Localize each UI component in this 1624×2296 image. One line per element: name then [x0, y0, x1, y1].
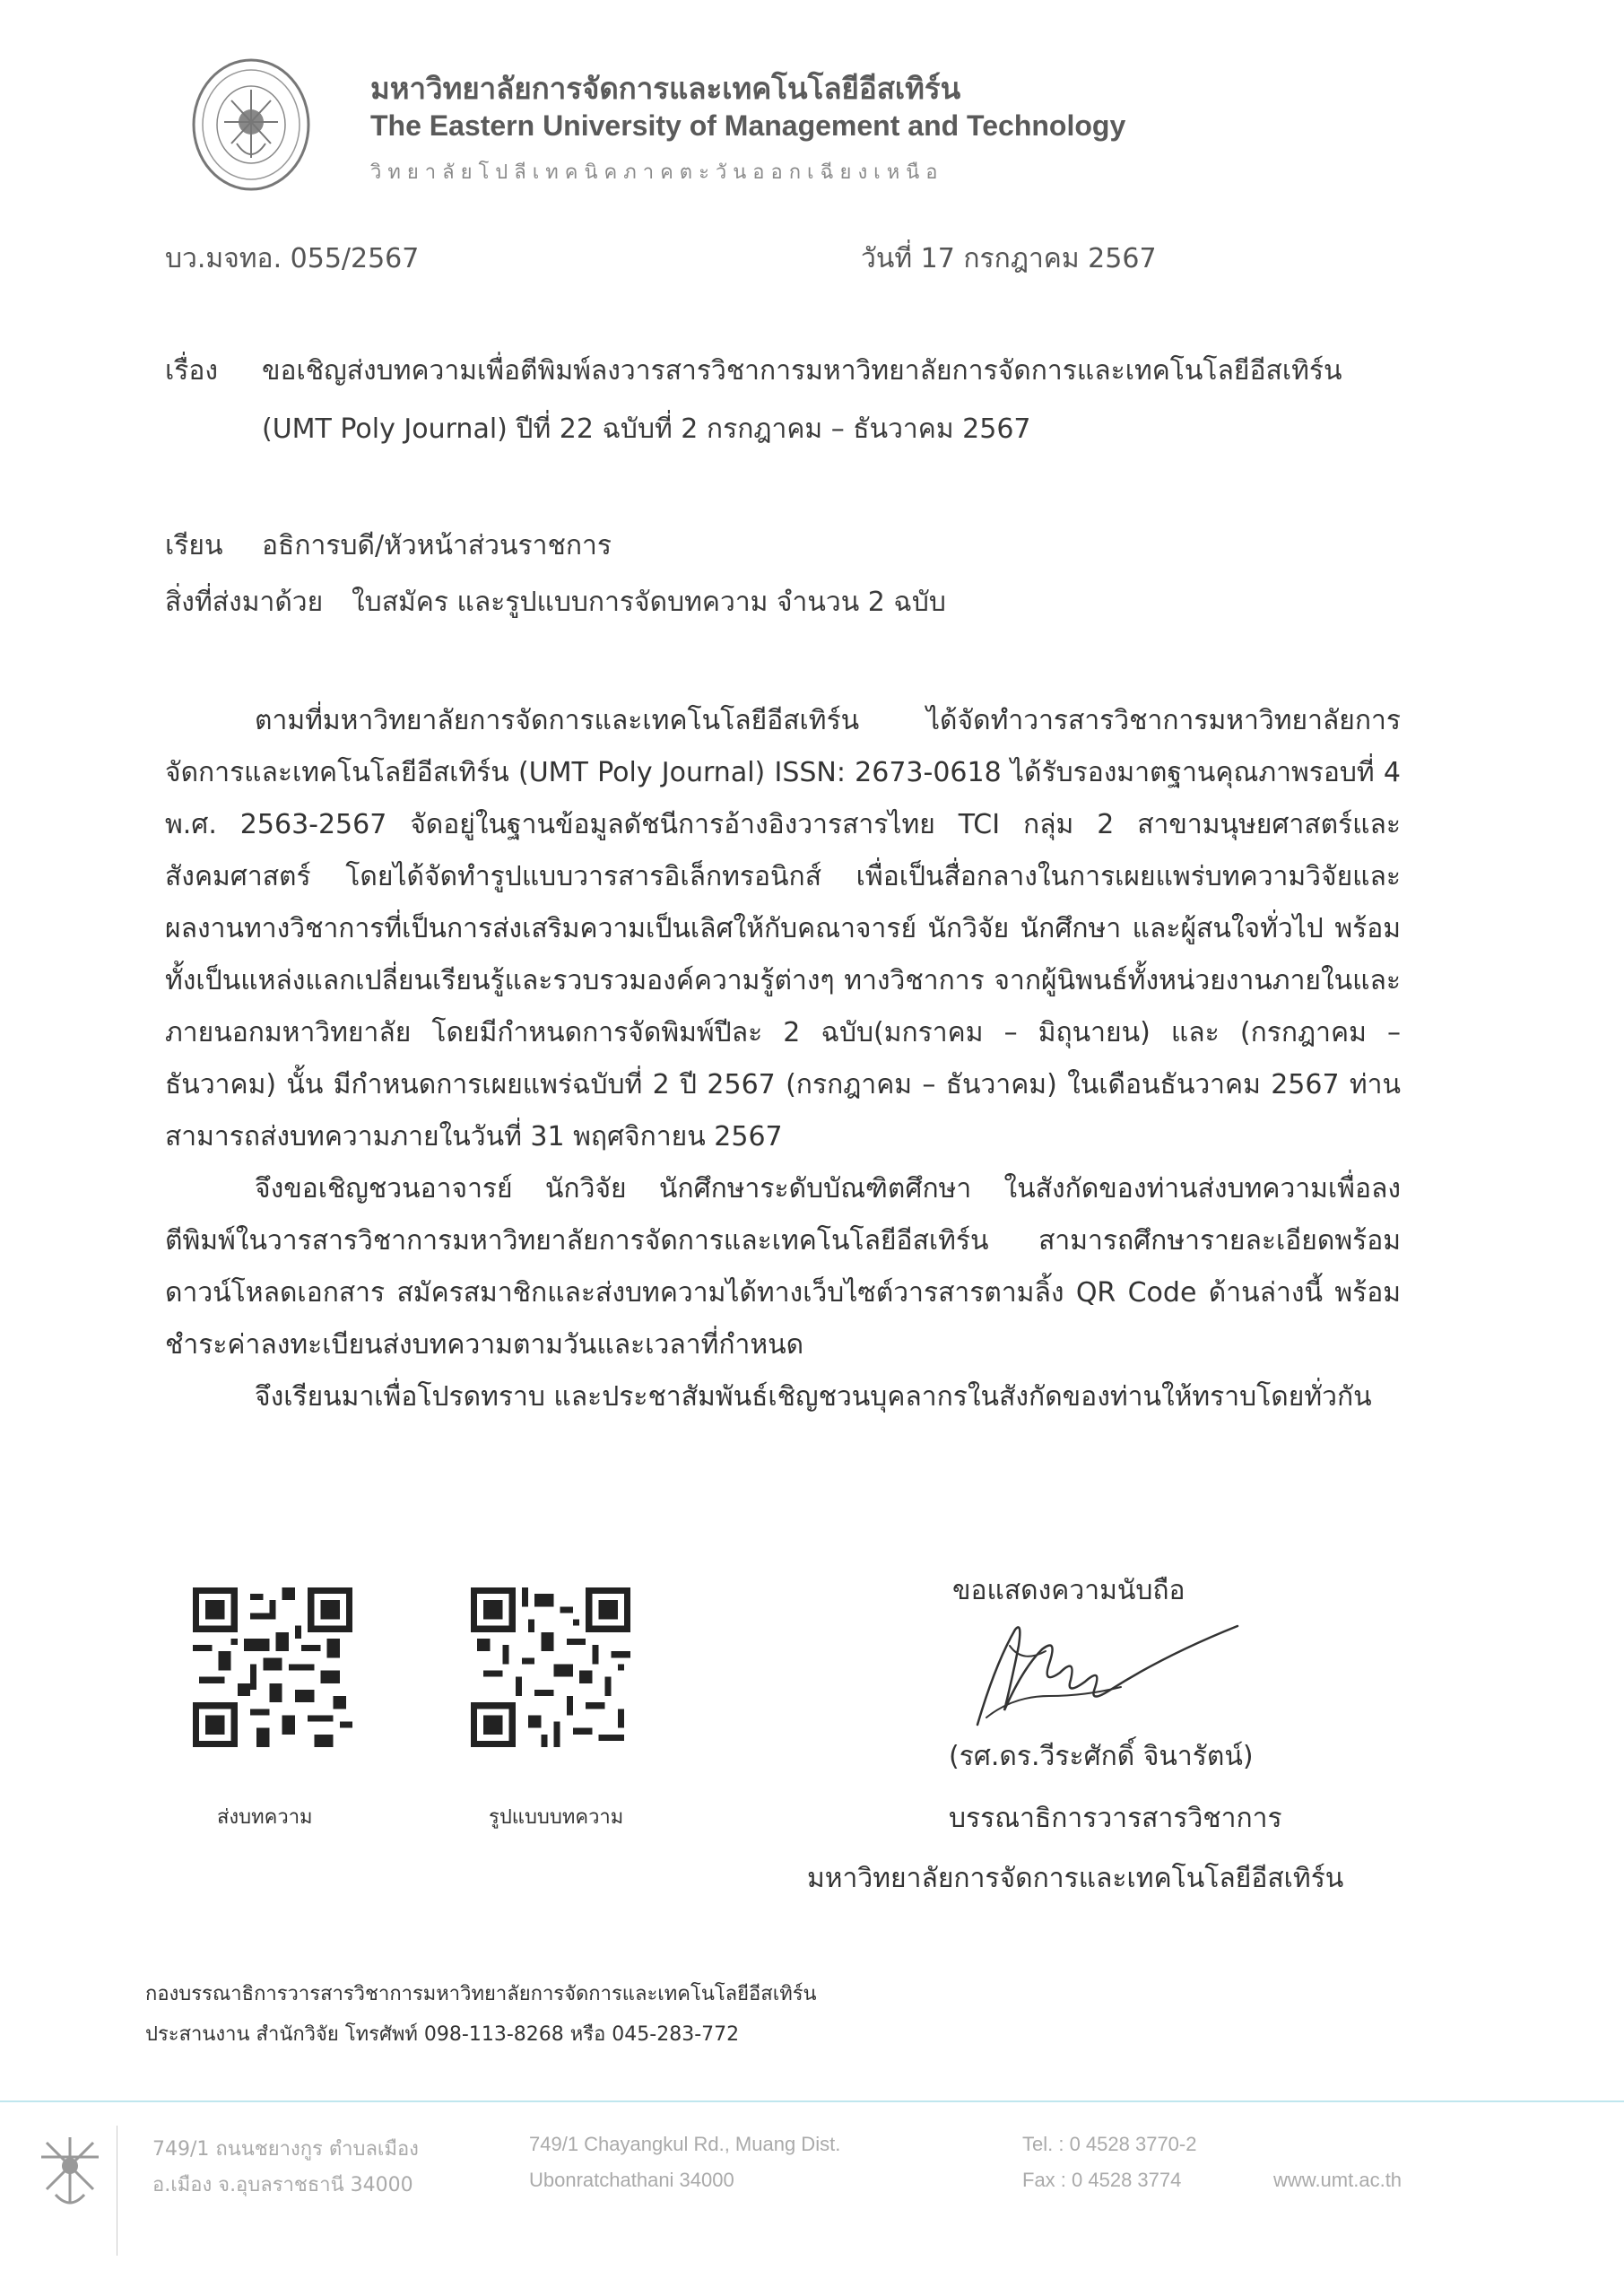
body-line: ตามที่มหาวิทยาลัยการจัดการและเทคโนโลยีอีสเทิร์น ได้จัดทำวารสารวิชาการมหาวิทยาลัยการ: [255, 705, 1401, 736]
body-line: ดาวน์โหลดเอกสาร สมัครสมาชิกและส่งบทความได้ทางเว็บไซต์วารสารตามลิ้ง QR Code ด้านล่างนี้ พร้อม: [165, 1277, 1401, 1309]
editorial-office: กองบรรณาธิการวารสารวิชาการมหาวิทยาลัยการจัดการและเทคโนโลยีอีสเทิร์น: [145, 1983, 817, 2005]
qr-code-submit[interactable]: [193, 1587, 352, 1747]
body-line: ชำระค่าลงทะเบียนส่งบทความตามวันและเวลาที่กำหนด: [165, 1329, 804, 1361]
footer-website-link[interactable]: www.umt.ac.th: [1273, 2169, 1403, 2191]
qr-label-template: รูปแบบบทความ: [489, 1806, 624, 1829]
enclosure: ใบสมัคร และรูปแบบการจัดบทความ จำนวน 2 ฉบับ: [352, 587, 946, 618]
subject-label: เรื่อง: [165, 355, 219, 387]
enclosure-label: สิ่งที่ส่งมาด้วย: [165, 587, 324, 618]
reference-number: บว.มจทอ. 055/2567: [165, 243, 420, 274]
body-line: สังคมศาสตร์ โดยได้จัดทำรูปแบบวารสารอิเล็กทรอนิกส์ เพื่อเป็นสื่อกลางในการเผยแพร่บทความวิจัยและ: [165, 861, 1401, 892]
subject-line-2: (UMT Poly Journal) ปีที่ 22 ฉบับที่ 2 กรกฎาคม – ธันวาคม 2567: [262, 413, 1031, 445]
letterhead-former-name: วิทยาลัยโปลีเทคนิคภาคตะวันออกเฉียงเหนือ: [370, 161, 944, 184]
footer-logo: [34, 2130, 106, 2211]
body-line: พ.ศ. 2563-2567 จัดอยู่ในฐานข้อมูลดัชนีการอ้างอิงวารสารไทย TCI กลุ่ม 2 สาขามนุษยศาสตร์และ: [165, 809, 1401, 840]
footer-fax: Fax : 0 4528 3774: [1022, 2169, 1182, 2191]
signatory-position: บรรณาธิการวารสารวิชาการ: [949, 1803, 1282, 1834]
letterhead-name-english: The Eastern University of Management and Technology: [370, 109, 1126, 142]
signatory-name: (รศ.ดร.วีระศักดิ์ จินารัตน์): [949, 1741, 1254, 1772]
body-line: จึงเรียนมาเพื่อโปรดทราบ และประชาสัมพันธ์เชิญชวนบุคลากรในสังกัดของท่านให้ทราบโดยทั่วกัน: [255, 1381, 1372, 1413]
body-paragraph-2: [165, 1163, 1401, 1371]
recipient: อธิการบดี/หัวหน้าส่วนราชการ: [262, 530, 612, 561]
body-line: ภายนอกมหาวิทยาลัย โดยมีกำหนดการจัดพิมพ์ปีละ 2 ฉบับ(มกราคม – มิถุนายน) และ (กรกฎาคม –: [165, 1017, 1401, 1048]
footer-address-thai-2: อ.เมือง จ.อุบลราชธานี 34000: [152, 2174, 413, 2196]
contact-info: ประสานงาน สำนักวิจัย โทรศัพท์ 098-113-8268 หรือ 045-283-772: [145, 2023, 740, 2046]
handwritten-signature: [960, 1610, 1255, 1735]
body-line: จึงขอเชิญชวนอาจารย์ นักวิจัย นักศึกษาระดับบัณฑิตศึกษา ในสังกัดของท่านส่งบทความเพื่อลง: [255, 1173, 1401, 1205]
body-line: ทั้งเป็นแหล่งแลกเปลี่ยนเรียนรู้และรวบรวมองค์ความรู้ต่างๆ ทางวิชาการ จากผู้นิพนธ์ทั้งหน่วยงานภายในและ: [165, 965, 1401, 996]
subject-line-1: ขอเชิญส่งบทความเพื่อตีพิมพ์ลงวารสารวิชาการมหาวิทยาลัยการจัดการและเทคโนโลยีอีสเทิร์น: [262, 355, 1342, 387]
footer-address-english-1: 749/1 Chayangkul Rd., Muang Dist.: [529, 2133, 841, 2155]
body-paragraph-3: [165, 1371, 1401, 1423]
signatory-organization: มหาวิทยาลัยการจัดการและเทคโนโลยีอีสเทิร์น: [807, 1863, 1344, 1894]
university-seal-logo: [190, 57, 312, 192]
qr-code-template[interactable]: [471, 1587, 630, 1747]
footer-divider: [0, 2100, 1624, 2102]
recipient-label: เรียน: [165, 530, 223, 561]
closing-phrase: ขอแสดงความนับถือ: [952, 1575, 1185, 1606]
footer-address-thai-1: 749/1 ถนนชยางกูร ตำบลเมือง: [152, 2138, 419, 2161]
qr-label-submit: ส่งบทความ: [217, 1806, 313, 1829]
body-line: จัดการและเทคโนโลยีอีสเทิร์น (UMT Poly Journal) ISSN: 2673-0618 ได้รับรองมาตฐานคุณภาพรอบที่ 4: [165, 757, 1401, 788]
body-line: สามารถส่งบทความภายในวันที่ 31 พฤศจิกายน 2567: [165, 1121, 783, 1152]
footer-telephone: Tel. : 0 4528 3770-2: [1022, 2133, 1197, 2155]
body-line: ตีพิมพ์ในวารสารวิชาการมหาวิทยาลัยการจัดการและเทคโนโลยีอีสเทิร์น สามารถศึกษารายละเอียดพร้อม: [165, 1225, 1401, 1257]
letter-date: วันที่ 17 กรกฎาคม 2567: [861, 243, 1157, 274]
footer-address-english-2: Ubonratchathani 34000: [529, 2169, 734, 2191]
letterhead-name-thai: มหาวิทยาลัยการจัดการและเทคโนโลยีอีสเทิร์น: [370, 71, 961, 106]
body-paragraph-1: [165, 695, 1401, 1163]
body-line: ธันวาคม) นั้น มีกำหนดการเผยแพร่ฉบับที่ 2 ปี 2567 (กรกฎาคม – ธันวาคม) ในเดือนธันวาคม 2567 ท่าน: [165, 1069, 1401, 1100]
body-line: ผลงานทางวิชาการที่เป็นการส่งเสริมความเป็นเลิศให้กับคณาจารย์ นักวิจัย นักศึกษา และผู้สนใจทั่วไป พร้อม: [165, 913, 1401, 944]
